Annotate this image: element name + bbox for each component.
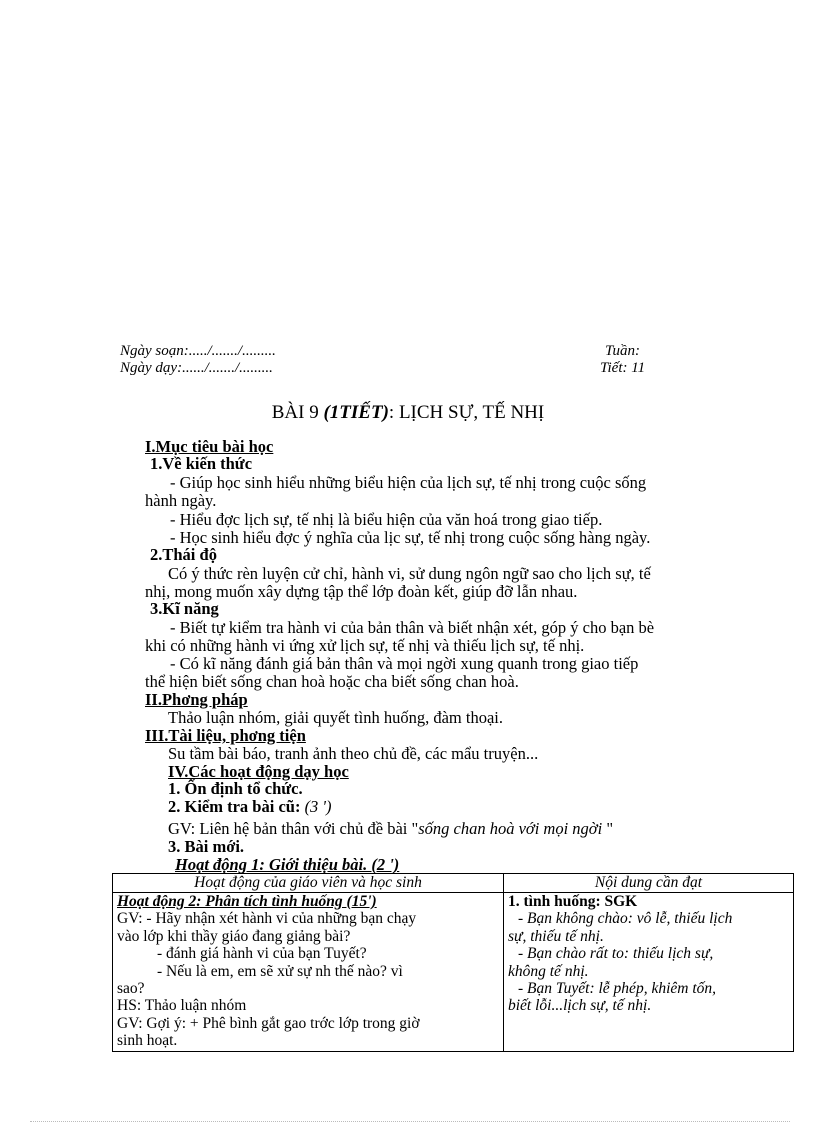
document-body [0,437,816,874]
table-header-row [113,874,794,893]
ngay-day: Ngày dạy:....../......./......... [120,360,273,376]
heading-tai-lieu: III.Tài liệu, phơng tiện [145,726,306,745]
right-line: - Bạn Tuyết: lễ phép, khiêm tốn, [518,980,717,998]
thai-do-1b: nhị, mong muốn xây dựng tập thể lớp đoàn kết, giúp đỡ lẫn nhau. [145,582,578,601]
right-line: biết lỗi...lịch sự, tế nhị. [508,997,652,1015]
tinh-huong-title: 1. tình huống: SGK [508,893,638,910]
table-cell-left [113,893,504,1052]
left-line: - Nếu là em, em sẽ xử sự nh thế nào? vì [157,962,403,980]
ki-nang-1b: khi có những hành vi ứng xử lịch sự, tế nhị và thiếu lịch sự, tế nhị. [145,636,585,655]
heading-ki-nang: 3.Kĩ năng [150,599,219,618]
left-line: GV: Gợi ý: + Phê bình gắt gao trớc lớp trong giờ [117,1014,420,1032]
kiem-tra: 2. Kiểm tra bài cũ: [168,797,301,816]
title-tiet: (1TIẾT) [323,402,389,423]
heading-kien-thuc: 1.Về kiến thức [150,454,253,473]
page-title [0,402,816,424]
title-ten: : LỊCH SỰ, TẾ NHỊ [388,402,545,423]
tiet: Tiết: 11 [600,360,646,376]
kien-thuc-2: - Hiểu đợc lịch sự, tế nhị là biểu hiện của văn hoá trong giao tiếp. [170,510,603,529]
gv-lien-he-end: " [602,819,614,838]
gv-lien-he-topic: sống chan hoà với mọi ngời [418,819,603,838]
on-dinh: 1. Ổn định tổ chức. [168,779,303,798]
heading-thai-do: 2.Thái độ [150,545,217,564]
left-line: GV: - Hãy nhận xét hành vi của những bạn chạy [117,910,417,928]
heading-phuong-phap: II.Phơng pháp [145,690,248,709]
left-line: HS: Thảo luận nhóm [117,997,247,1015]
left-line: vào lớp khi thầy giáo đang giảng bài? [117,927,351,945]
ki-nang-2a: - Có kĩ năng đánh giá bản thân và mọi ngời xung quanh trong giao tiếp [170,654,639,673]
heading-hoat-dong: IV.Các hoạt động dạy học [168,762,349,781]
ngay-soan: Ngày soạn:...../......./......... [120,343,276,359]
page-bottom-divider [30,1121,790,1122]
table-header-left: Hoạt động của giáo viên và học sinh [113,874,504,893]
right-line: - Bạn không chào: vô lễ, thiếu lịch [518,910,733,928]
phuong-phap-1: Thảo luận nhóm, giải quyết tình huống, đàm thoại. [168,708,503,727]
right-line: - Bạn chào rất to: thiếu lịch sự, [518,945,714,963]
ki-nang-2b: thể hiện biết sống chan hoà hoặc cha biết sống chan hoà. [145,672,519,691]
left-line: sao? [117,980,145,998]
kien-thuc-3: - Học sinh hiểu đợc ý nghĩa của lịc sự, tế nhị trong cuộc sống hàng ngày. [170,528,651,547]
right-line: không tế nhị. [508,962,589,980]
title-bai: BÀI 9 [271,402,319,423]
table-header-right: Nội dung cần đạt [504,874,794,893]
lesson-table [112,873,794,1052]
left-line: sinh hoạt. [117,1032,178,1050]
hoat-dong-1: Hoạt động 1: Giới thiệu bài. (2 ') [175,855,400,874]
kiem-tra-time: (3 ') [304,797,332,816]
bai-moi: 3. Bài mới. [168,837,245,856]
hoat-dong-2-title: Hoạt động 2: Phân tích tình huống (15') [117,893,377,910]
right-line: sự, thiếu tế nhị. [508,927,604,945]
tai-lieu-1: Su tầm bài báo, tranh ảnh theo chủ đề, các mẩu truyện... [168,744,539,763]
thai-do-1a: Có ý thức rèn luyện cử chỉ, hành vi, sử dung ngôn ngữ sao cho lịch sự, tế [168,564,651,583]
gv-lien-he: GV: Liên hệ bản thân với chủ đề bài " [168,819,419,838]
table-cell-right [504,893,794,1052]
kien-thuc-1a: - Giúp học sinh hiểu những biểu hiện của lịch sự, tế nhị trong cuộc sống [170,473,647,492]
heading-muc-tieu: I.Mục tiêu bài học [145,437,274,456]
table-row [113,893,794,1052]
left-line: - đánh giá hành vi của bạn Tuyết? [157,945,367,963]
tuan: Tuần: [605,343,641,359]
ki-nang-1a: - Biết tự kiểm tra hành vi của bản thân và biết nhận xét, góp ý cho bạn bè [170,618,655,637]
kien-thuc-1b: hành ngày. [145,491,217,510]
